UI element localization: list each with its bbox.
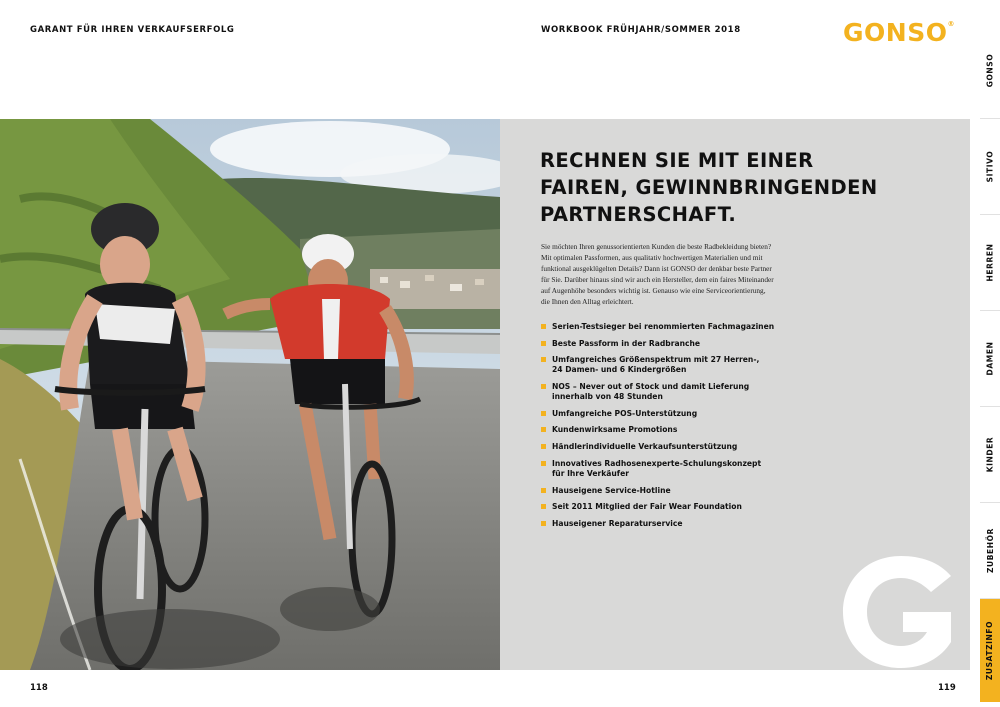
list-item-text: Serien-Testsieger bei renommierten Fachmagazinen xyxy=(552,322,775,331)
list-item xyxy=(541,322,841,332)
page-number-left: 118 xyxy=(30,683,48,693)
list-item-text: für Ihre Verkäufer xyxy=(552,468,630,478)
intro-paragraph xyxy=(541,241,803,308)
paragraph-line: Mit optimalen Passformen, aus qualitativ hochwertigen Materialien und mit xyxy=(541,253,763,263)
tab-zubehoer[interactable] xyxy=(980,503,1000,599)
content-panel xyxy=(500,119,970,670)
bullet-square-icon xyxy=(541,341,546,346)
bullet-square-icon xyxy=(541,444,546,449)
list-item xyxy=(541,382,841,402)
headline xyxy=(540,147,940,228)
list-item xyxy=(541,339,841,349)
bullet-square-icon xyxy=(541,411,546,416)
bullet-square-icon xyxy=(541,384,546,389)
bullet-square-icon xyxy=(541,461,546,466)
section-tabs xyxy=(980,22,1000,702)
tab-label: HERREN xyxy=(985,243,995,282)
list-item xyxy=(541,409,841,419)
list-item-text: Hauseigene Service-Hotline xyxy=(552,485,671,495)
tab-gonso[interactable] xyxy=(980,22,1000,119)
list-item-text: Beste Passform in der Radbranche xyxy=(552,338,701,348)
bullet-square-icon xyxy=(541,488,546,493)
paragraph-line: für Sie. Darüber hinaus sind wir auch ein Hersteller, dem ein faires Miteinander xyxy=(541,275,774,285)
list-item-text: 24 Damen- und 6 Kindergrößen xyxy=(552,365,687,375)
list-item-text: Händlerindividuelle Verkaufsunterstützung xyxy=(552,442,738,452)
bullet-square-icon xyxy=(541,324,546,329)
tab-label: KINDER xyxy=(985,436,995,473)
list-item xyxy=(541,519,841,529)
gonso-logo xyxy=(843,17,955,49)
bullet-square-icon xyxy=(541,357,546,362)
tab-label: ZUBEHÖR xyxy=(985,528,995,573)
bullet-square-icon xyxy=(541,504,546,509)
list-item-text: Kundenwirksame Promotions xyxy=(552,425,678,435)
gonso-g-watermark-icon xyxy=(841,554,961,670)
tab-sitivo[interactable] xyxy=(980,119,1000,215)
list-item xyxy=(541,355,841,375)
headline-line: PARTNERSCHAFT. xyxy=(540,203,737,226)
tab-zusatzinfo[interactable] xyxy=(980,599,1000,702)
list-item-text: Innovatives Radhosenexperte-Schulungskonzept xyxy=(552,458,762,468)
tab-kinder[interactable] xyxy=(980,407,1000,503)
list-item-text: innerhalb von 48 Stunden xyxy=(552,392,663,402)
workbook-title: WORKBOOK FRÜHJAHR/SOMMER 2018 xyxy=(541,25,741,35)
bullet-square-icon xyxy=(541,521,546,526)
paragraph-line: die Ihnen den Alltag erleichtert. xyxy=(541,297,634,307)
list-item-text: Umfangreiches Größenspektrum mit 27 Herren-, xyxy=(552,355,760,365)
list-item-text: Hauseigener Reparaturservice xyxy=(552,518,683,528)
benefits-list xyxy=(541,322,841,536)
list-item xyxy=(541,459,841,479)
list-item xyxy=(541,425,841,435)
list-item xyxy=(541,502,841,512)
section-title: GARANT FÜR IHREN VERKAUFSERFOLG xyxy=(30,25,235,35)
logo-text: GONSO xyxy=(843,18,948,47)
paragraph-line: funktional ausgeklügelten Details? Dann ist GONSO der denkbar beste Partner xyxy=(541,264,772,274)
tab-herren[interactable] xyxy=(980,215,1000,311)
cyclists-photo xyxy=(0,119,500,670)
paragraph-line: Sie möchten Ihren genussorientierten Kunden die beste Radbekleidung bieten? xyxy=(541,242,772,251)
list-item xyxy=(541,442,841,452)
list-item xyxy=(541,486,841,496)
logo-registered-mark: ® xyxy=(947,20,955,28)
tab-damen[interactable] xyxy=(980,311,1000,407)
paragraph-line: auf Augenhöhe besonders wichtig ist. Genauso wie eine Serviceorientierung, xyxy=(541,286,766,296)
tab-label: DAMEN xyxy=(985,341,995,376)
tab-label: GONSO xyxy=(985,53,995,87)
list-item-text: NOS – Never out of Stock und damit Lieferung xyxy=(552,382,750,392)
bullet-square-icon xyxy=(541,427,546,432)
list-item-text: Umfangreiche POS-Unterstützung xyxy=(552,408,698,418)
tab-label: ZUSATZINFO xyxy=(985,620,995,681)
tab-label: SITIVO xyxy=(985,150,995,183)
headline-line: FAIREN, GEWINNBRINGENDEN xyxy=(540,176,878,199)
page-number-right: 119 xyxy=(938,683,956,693)
headline-line: RECHNEN SIE MIT EINER xyxy=(540,149,814,172)
list-item-text: Seit 2011 Mitglied der Fair Wear Foundation xyxy=(552,502,742,512)
